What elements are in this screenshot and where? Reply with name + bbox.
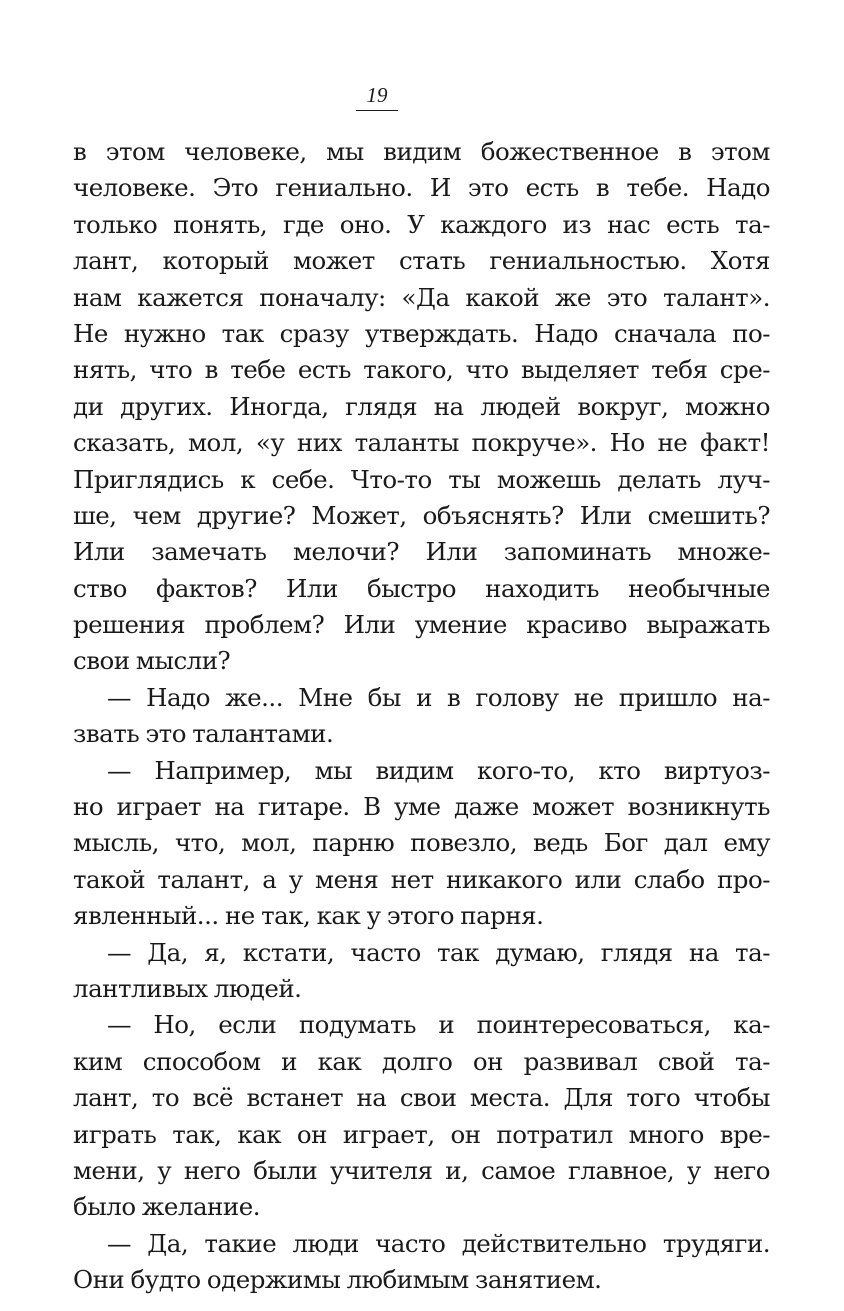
text-line: явленный... не так, как у этого парня. (73, 901, 544, 931)
text-line: такой талант, а у меня нет никакого или слабо про- (73, 864, 770, 894)
text-line: решения проблем? Или умение красиво выражать (73, 610, 770, 640)
text-line: — Но, если подумать и поинтересоваться, ка- (107, 1010, 770, 1040)
text-line: нять, что в тебе есть такого, что выделяет тебя сре- (73, 355, 770, 385)
page-number-rule (356, 110, 398, 111)
text-line: звать это талантами. (73, 719, 334, 749)
text-line: лант, который может стать гениальностью. Хотя (73, 246, 770, 276)
text-line: лант, то всё встанет на свои места. Для того чтобы (73, 1083, 770, 1113)
text-line: было желание. (73, 1192, 261, 1222)
text-line: в этом человеке, мы видим божественное в этом (73, 137, 770, 166)
text-line: ким способом и как долго он развивал свой та- (73, 1046, 770, 1076)
text-line: играть так, как он играет, он потратил много вре- (73, 1119, 770, 1149)
page-header (356, 82, 398, 111)
text-line: ше, чем другие? Может, объяснять? Или смешить? (73, 500, 770, 530)
text-line: Они будто одержимы любимым занятием. (73, 1265, 602, 1295)
text-line: нам кажется поначалу: «Да какой же это талант». (73, 282, 770, 312)
text-line: но играет на гитаре. В уме даже может возникнуть (73, 792, 770, 822)
text-line: человеке. Это гениально. И это есть в тебе. Надо (73, 173, 770, 203)
text-line: — Например, мы видим кого-то, кто виртуоз- (107, 755, 770, 785)
text-line: Не нужно так сразу утверждать. Надо сначала по- (73, 318, 770, 348)
text-line: ди других. Иногда, глядя на людей вокруг, можно (73, 391, 770, 421)
text-line: лантливых людей. (73, 973, 302, 1003)
text-line: только понять, где оно. У каждого из нас есть та- (73, 209, 770, 239)
text-line: мысль, что, мол, парню повезло, ведь Бог дал ему (73, 828, 770, 858)
text-line: сказать, мол, «у них таланты покруче». Но не факт! (73, 428, 770, 458)
text-line: Или замечать мелочи? Или запоминать множе- (73, 537, 770, 567)
text-line: — Да, такие люди часто действительно трудяги. (107, 1228, 770, 1258)
text-line: свои мысли? (73, 646, 231, 676)
text-line: ство фактов? Или быстро находить необычные (73, 573, 770, 603)
text-line: мени, у него были учителя и, самое главное, у него (73, 1155, 770, 1185)
text-line: — Надо же... Мне бы и в голову не пришло на- (107, 682, 770, 712)
text-line: — Да, я, кстати, часто так думаю, глядя на та- (107, 937, 770, 967)
body-text (73, 134, 770, 1299)
page-number: 19 (366, 83, 388, 107)
text-line: Приглядись к себе. Что-то ты можешь делать луч- (73, 464, 770, 494)
